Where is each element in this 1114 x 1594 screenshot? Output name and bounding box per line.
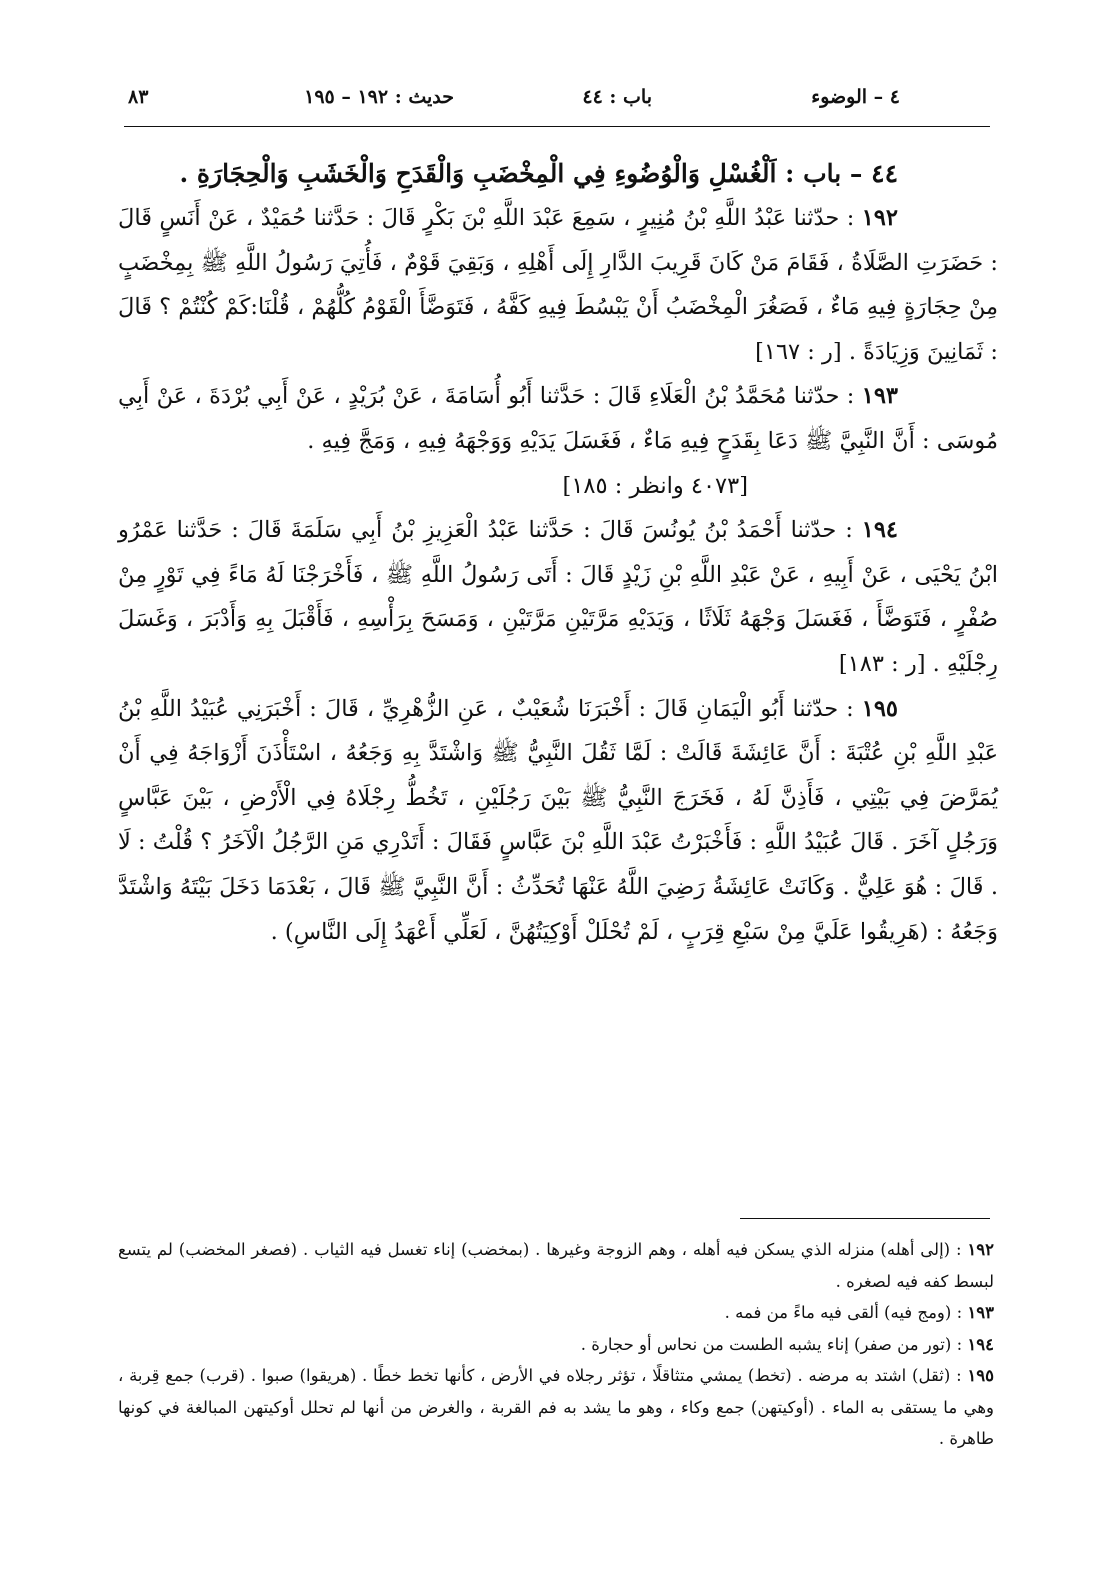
hadith-text: حدّثنا مُحَمَّدُ بْنُ الْعَلَاءِ قَالَ : حَدَّثنا أَبُو أُسَامَةَ ، عَنْ بُرَيْدٍ ، عَنْ أَبِي بُرْدَةَ ، عَنْ أَبِي مُوسَى : أَنَّ النَّبِيَّ ﷺ دَعَا بِقَدَحٍ فِيهِ مَاءٌ ، فَغَسَلَ يَدَيْهِ وَوَجْهَهُ فِيهِ ، وَمَجَّ فِيهِ . — [118, 383, 998, 454]
footnote-text: (تور من صفر) إناء يشبه الطست من نحاس أو حجارة . — [580, 1334, 952, 1354]
hadith-number: ١٩٥ — [861, 695, 898, 722]
footnote-number: ١٩٢ — [967, 1240, 994, 1259]
footnote-text: (ثقل) اشتد به مرضه . (تخط) يمشي متثاقلًا ، تؤثر رجلاه في الأرض ، كأنها تخط خطًا . (هريقوا) صبوا . (قرب) جمع قِربة ، وهي ما يستقى به الماء . (أوكيتهن) جمع وكاء ، وهو ما يشد به فم القربة ، والغرض من أنها لم تحلل أوكيتهن المبالغة في كونها طاهرة . — [118, 1366, 994, 1448]
footnote-194: ١٩٤ : (تور من صفر) إناء يشبه الطست من نحاس أو حجارة . — [580, 1334, 994, 1354]
running-header-chapter: ٤ – الوضوء — [811, 86, 900, 108]
footnote-number: ١٩٥ — [967, 1366, 994, 1385]
page-number: ٨٣ — [128, 86, 149, 108]
running-header-bab: باب : ٤٤ — [582, 86, 652, 108]
footnotes — [118, 1234, 994, 1455]
footnote-text: (ومج فيه) ألقى فيه ماءً من فمه . — [724, 1303, 952, 1322]
hadith-number: ١٩٢ — [861, 205, 898, 231]
hadith-number: ١٩٣ — [861, 383, 898, 410]
hadith-192: ١٩٢ : حدّثنا عَبْدُ اللَّهِ بْنُ مُنِيرٍ ، سَمِعَ عَبْدَ اللَّهِ بْنَ بَكْرٍ قَالَ : حَدَّثنا حُمَيْدٌ ، عَنْ أَنَسٍ قَالَ : حَضَرَتِ الصَّلَاةُ ، فَقَامَ مَنْ كَانَ قَرِيبَ الدَّارِ إِلَى أَهْلِهِ ، وَبَقِيَ قَوْمٌ ، فَأُتِيَ رَسُولُ اللَّهِ ﷺ بِمِخْضَبٍ مِنْ حِجَارَةٍ فِيهِ مَاءٌ ، فَصَغُرَ الْمِخْضَبُ أَنْ يَبْسُطَ فِيهِ كَفَّهُ ، فَتَوَضَّأَ الْقَوْمُ كُلُّهُمْ ، قُلْنَا:كَمْ كُنْتُمْ ؟ قَالَ : ثَمَانِينَ وَزِيَادَةً . [ر : ١٦٧] — [118, 205, 998, 365]
hadith-194: ١٩٤ : حدّثنا أَحْمَدُ بْنُ يُونُسَ قَالَ : حَدَّثنا عَبْدُ الْعَزِيزِ بْنُ أَبِي سَلَمَةَ قَالَ : حَدَّثنا عَمْرُو ابْنُ يَحْيَى ، عَنْ أَبِيهِ ، عَنْ عَبْدِ اللَّهِ بْنِ زَيْدٍ قَالَ : أَتَى رَسُولُ اللَّهِ ﷺ ، فَأَخْرَجْنَا لَهُ مَاءً فِي تَوْرٍ مِنْ صُفْرٍ ، فَتَوَضَّأَ ، فَغَسَلَ وَجْهَهُ ثَلَاثًا ، وَيَدَيْهِ مَرَّتَيْنِ مَرَّتَيْنِ ، وَمَسَحَ بِرَأْسِهِ ، فَأَقْبَلَ بِهِ وَأَدْبَرَ ، وَغَسَلَ رِجْلَيْهِ . [ر : ١٨٣] — [118, 517, 998, 677]
hadith-193: ١٩٣ : حدّثنا مُحَمَّدُ بْنُ الْعَلَاءِ قَالَ : حَدَّثنا أَبُو أُسَامَةَ ، عَنْ بُرَيْدٍ ، عَنْ أَبِي بُرْدَةَ ، عَنْ أَبِي مُوسَى : أَنَّ النَّبِيَّ ﷺ دَعَا بِقَدَحٍ فِيهِ مَاءٌ ، فَغَسَلَ يَدَيْهِ وَوَجْهَهُ فِيهِ ، وَمَجَّ فِيهِ . — [118, 383, 998, 454]
footnote-number: ١٩٣ — [967, 1303, 994, 1322]
footnote-divider — [740, 1218, 990, 1219]
hadith-reference: [٤٠٧٣ وانظر : ١٨٥] — [562, 472, 748, 499]
hadith-195: ١٩٥ : حدّثنا أَبُو الْيَمَانِ قَالَ : أَخْبَرَنَا شُعَيْبٌ ، عَنِ الزُّهْرِيِّ ، قَالَ : أَخْبَرَنِي عُبَيْدُ اللَّهِ بْنُ عَبْدِ اللَّهِ بْنِ عُتْبَةَ : أَنَّ عَائِشَةَ قَالَتْ : لَمَّا ثَقُلَ النَّبِيُّ ﷺ وَاشْتَدَّ بِهِ وَجَعُهُ ، اسْتَأْذَنَ أَزْوَاجَهُ فِي أَنْ يُمَرَّضَ فِي بَيْتِي ، فَأَذِنَّ لَهُ ، فَخَرَجَ النَّبِيُّ ﷺ بَيْنَ رَجُلَيْنِ ، تَخُطُّ رِجْلَاهُ فِي الْأَرْضِ ، بَيْنَ عَبَّاسٍ وَرَجُلٍ آخَرَ . قَالَ عُبَيْدُ اللَّهِ : فَأَخْبَرْتُ عَبْدَ اللَّهِ بْنَ عَبَّاسٍ فَقَالَ : أَتَدْرِي مَنِ الرَّجُلُ الْآخَرُ ؟ قُلْتُ : لَا . قَالَ : هُوَ عَلِيٌّ . وَكَانَتْ عَائِشَةُ رَضِيَ اللَّهُ عَنْهَا تُحَدِّثُ : أَنَّ النَّبِيَّ ﷺ قَالَ ، بَعْدَمَا دَخَلَ بَيْتَهُ وَاشْتَدَّ وَجَعُهُ : (هَرِيقُوا عَلَيَّ مِنْ سَبْعِ قِرَبٍ ، لَمْ تُحْلَلْ أَوْكِيَتُهُنَّ ، لَعَلِّي أَعْهَدُ إِلَى النَّاسِ) . — [118, 695, 998, 945]
hadith-text: حدّثنا أَحْمَدُ بْنُ يُونُسَ قَالَ : حَدَّثنا عَبْدُ الْعَزِيزِ بْنُ أَبِي سَلَمَةَ قَالَ : حَدَّثنا عَمْرُو ابْنُ يَحْيَى ، عَنْ أَبِيهِ ، عَنْ عَبْدِ اللَّهِ بْنِ زَيْدٍ قَالَ : أَتَى رَسُولُ اللَّهِ ﷺ ، فَأَخْرَجْنَا لَهُ مَاءً فِي تَوْرٍ مِنْ صُفْرٍ ، فَتَوَضَّأَ ، فَغَسَلَ وَجْهَهُ ثَلَاثًا ، وَيَدَيْهِ مَرَّتَيْنِ مَرَّتَيْنِ ، وَمَسَحَ بِرَأْسِهِ ، فَأَقْبَلَ بِهِ وَأَدْبَرَ ، وَغَسَلَ رِجْلَيْهِ . [ر : ١٨٣] — [118, 517, 998, 677]
hadith-number: ١٩٤ — [861, 517, 898, 544]
footnote-195: ١٩٥ : (ثقل) اشتد به مرضه . (تخط) يمشي متثاقلًا ، تؤثر رجلاه في الأرض ، كأنها تخط خطًا . (هريقوا) صبوا . (قرب) جمع قِربة ، وهي ما يستقى به الماء . (أوكيتهن) جمع وكاء ، وهو ما يشد به فم القربة ، والغرض من أنها لم تحلل أوكيتهن المبالغة في كونها طاهرة . — [118, 1366, 994, 1448]
footnote-192: ١٩٢ : (إلى أهله) منزله الذي يسكن فيه أهله ، وهم الزوجة وغيرها . (بمخضب) إناء تغسل فيه الثياب . (فصغر المخضب) لم يتسع لبسط كفه فيه لصغره . — [118, 1240, 994, 1291]
header-divider — [124, 126, 990, 127]
footnote-193: ١٩٣ : (ومج فيه) ألقى فيه ماءً من فمه . — [724, 1303, 994, 1322]
main-text — [118, 152, 998, 954]
footnote-number: ١٩٤ — [967, 1334, 994, 1354]
footnote-text: (إلى أهله) منزله الذي يسكن فيه أهله ، وهم الزوجة وغيرها . (بمخضب) إناء تغسل فيه الثياب . (فصغر المخضب) لم يتسع لبسط كفه فيه لصغره . — [118, 1240, 994, 1291]
bab-heading: ٤٤ – باب : اَلْغُسْلِ وَالْوُضُوءِ فِي الْمِخْضَبِ وَالْقَدَحِ وَالْخَشَبِ وَالْحِجَارَةِ . — [179, 159, 898, 188]
hadith-text: حدّثنا عَبْدُ اللَّهِ بْنُ مُنِيرٍ ، سَمِعَ عَبْدَ اللَّهِ بْنَ بَكْرٍ قَالَ : حَدَّثنا حُمَيْدٌ ، عَنْ أَنَسٍ قَالَ : حَضَرَتِ الصَّلَاةُ ، فَقَامَ مَنْ كَانَ قَرِيبَ الدَّارِ إِلَى أَهْلِهِ ، وَبَقِيَ قَوْمٌ ، فَأُتِيَ رَسُولُ اللَّهِ ﷺ بِمِخْضَبٍ مِنْ حِجَارَةٍ فِيهِ مَاءٌ ، فَصَغُرَ الْمِخْضَبُ أَنْ يَبْسُطَ فِيهِ كَفَّهُ ، فَتَوَضَّأَ الْقَوْمُ كُلُّهُمْ ، قُلْنَا:كَمْ كُنْتُمْ ؟ قَالَ : ثَمَانِينَ وَزِيَادَةً . [ر : ١٦٧] — [118, 205, 998, 365]
hadith-text: حدّثنا أَبُو الْيَمَانِ قَالَ : أَخْبَرَنَا شُعَيْبٌ ، عَنِ الزُّهْرِيِّ ، قَالَ : أَخْبَرَنِي عُبَيْدُ اللَّهِ بْنُ عَبْدِ اللَّهِ بْنِ عُتْبَةَ : أَنَّ عَائِشَةَ قَالَتْ : لَمَّا ثَقُلَ النَّبِيُّ ﷺ وَاشْتَدَّ بِهِ وَجَعُهُ ، اسْتَأْذَنَ أَزْوَاجَهُ فِي أَنْ يُمَرَّضَ فِي بَيْتِي ، فَأَذِنَّ لَهُ ، فَخَرَجَ النَّبِيُّ ﷺ بَيْنَ رَجُلَيْنِ ، تَخُطُّ رِجْلَاهُ فِي الْأَرْضِ ، بَيْنَ عَبَّاسٍ وَرَجُلٍ آخَرَ . قَالَ عُبَيْدُ اللَّهِ : فَأَخْبَرْتُ عَبْدَ اللَّهِ بْنَ عَبَّاسٍ فَقَالَ : أَتَدْرِي مَنِ الرَّجُلُ الْآخَرُ ؟ قُلْتُ : لَا . قَالَ : هُوَ عَلِيٌّ . وَكَانَتْ عَائِشَةُ رَضِيَ اللَّهُ عَنْهَا تُحَدِّثُ : أَنَّ النَّبِيَّ ﷺ قَالَ ، بَعْدَمَا دَخَلَ بَيْتَهُ وَاشْتَدَّ وَجَعُهُ : (هَرِيقُوا عَلَيَّ مِنْ سَبْعِ قِرَبٍ ، لَمْ تُحْلَلْ أَوْكِيَتُهُنَّ ، لَعَلِّي أَعْهَدُ إِلَى النَّاسِ) . — [118, 695, 998, 945]
running-header-hadith-range: حديث : ١٩٢ – ١٩٥ — [304, 86, 454, 108]
